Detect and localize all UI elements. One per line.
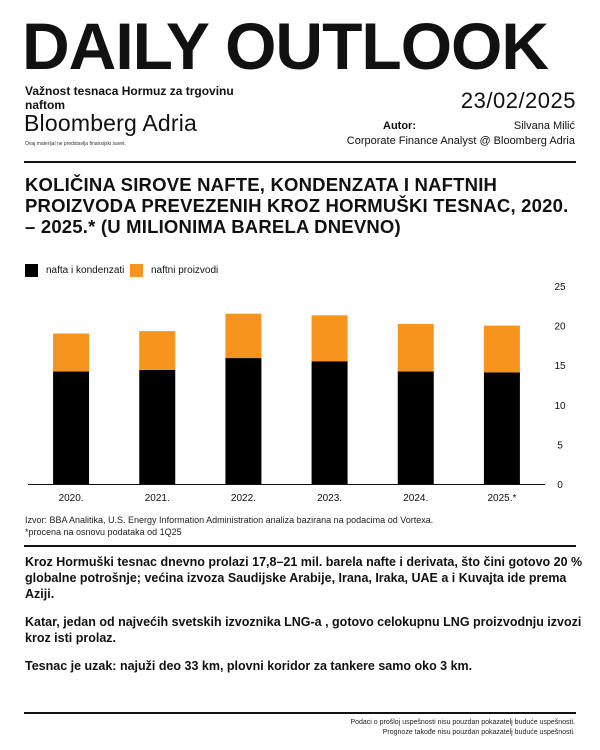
chart-title: KOLIČINA SIROVE NAFTE, KONDENZATA I NAFTNIH PROIZVODA PREVEZENIH KROZ HORMUŠKI TESNAC, 2020. – 2025.* (U MILIONIMA BARELA DNEVNO)	[25, 174, 569, 237]
x-tick-label: 2020.	[58, 493, 84, 504]
page-title: DAILY OUTLOOK	[22, 9, 549, 83]
y-tick-label: 15	[554, 361, 566, 373]
footer-divider	[24, 712, 576, 714]
bar-crude	[312, 361, 348, 484]
bar-crude	[484, 372, 520, 484]
paragraph-lng: Katar, jedan od najvećih svetskih izvoznika LNG-a , gotovo celokupnu LNG proizvodnju izvozi kroz isti prolaz.	[25, 615, 582, 645]
footer-note-1: Podaci o prošloj uspešnosti nisu pouzdan pokazatelj buduće uspešnosti.	[350, 719, 575, 726]
y-tick-label: 0	[557, 480, 563, 491]
source-divider	[24, 545, 576, 547]
bar-products	[312, 315, 348, 361]
paragraph-width: Tesnac je uzak: najuži deo 33 km, plovni koridor za tankere samo oko 3 km.	[25, 659, 473, 673]
author-label: Autor:	[383, 120, 416, 132]
x-tick-label: 2025.*	[487, 493, 517, 504]
x-tick-label: 2024.	[403, 493, 429, 504]
bar-crude	[139, 370, 175, 484]
paragraph-traffic: Kroz Hormuški tesnac dnevno prolazi 17,8–21 mil. barela nafte i derivata, što čini gotovo 20 % globalne potrošnje; većina izvoza Saudijske Arabije, Irana, Iraka, UAE a i Kuvajta ide prema Aziji.	[25, 555, 583, 601]
bar-crude	[53, 372, 89, 484]
legend-label-products: naftni proizvodi	[151, 265, 219, 276]
estimate-note: *procena na osnovu podataka od 1Q25	[25, 527, 182, 537]
x-tick-label: 2021.	[144, 493, 170, 504]
bar-products	[139, 331, 175, 370]
author-role: Corporate Finance Analyst @ Bloomberg Adria	[346, 135, 575, 147]
author-name: Silvana Milić	[513, 120, 575, 132]
bar-crude	[398, 372, 434, 484]
bar-crude	[225, 358, 261, 484]
bar-products	[225, 314, 261, 358]
legend-label-crude: nafta i kondenzati	[46, 265, 125, 276]
source-line: Izvor: BBA Analitika, U.S. Energy Information Administration analiza bazirana na podacima od Vortexa.	[25, 515, 434, 525]
bar-products	[398, 324, 434, 372]
y-tick-label: 20	[554, 321, 566, 333]
disclaimer-note: Ovaj materijal ne predstavlja finansijski savet.	[25, 141, 126, 147]
chart-source	[25, 514, 585, 538]
y-tick-label: 25	[554, 282, 566, 293]
header-divider	[24, 161, 576, 163]
x-tick-label: 2022.	[230, 493, 256, 504]
stacked-bar-chart	[0, 270, 600, 510]
y-tick-label: 10	[554, 400, 566, 412]
bar-products	[484, 326, 520, 373]
x-tick-label: 2023.	[317, 493, 343, 504]
bloomberg-adria-logo: Bloomberg Adria	[24, 110, 198, 136]
report-subtitle: Važnost tesnaca Hormuz za trgovinu naftom	[25, 84, 234, 112]
report-date: 23/02/2025	[460, 88, 576, 113]
y-tick-label: 5	[557, 440, 563, 452]
bar-products	[53, 334, 89, 372]
footer-note-2: Prognoze takođe nisu pouzdan pokazatelj buduće uspešnosti.	[382, 729, 575, 736]
